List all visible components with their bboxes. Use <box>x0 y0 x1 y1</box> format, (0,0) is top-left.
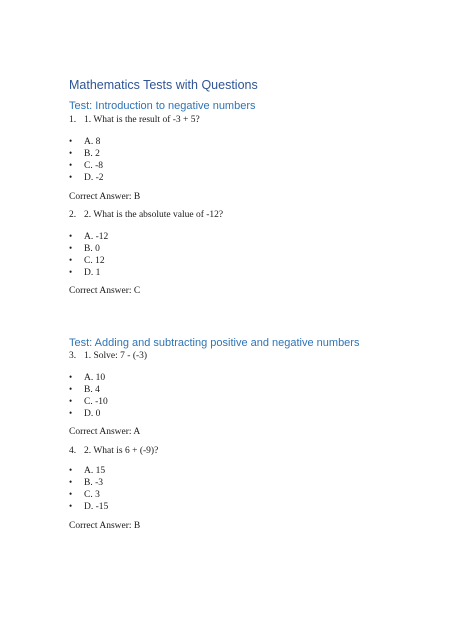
option-a <box>69 465 105 476</box>
correct-answer: Correct Answer: B <box>69 192 141 202</box>
question-text: 2. What is the absolute value of -12? <box>84 210 224 220</box>
option-label: B. 0 <box>84 244 100 254</box>
option-label: A. 10 <box>84 373 106 383</box>
question-number: 3. <box>69 351 77 361</box>
question-4 <box>69 446 158 456</box>
bullet-icon: • <box>69 267 73 277</box>
option-b <box>69 384 100 395</box>
bullet-icon: • <box>69 172 73 182</box>
correct-answer: Correct Answer: B <box>69 521 141 531</box>
option-label: D. 1 <box>84 268 101 278</box>
option-label: B. -3 <box>84 478 103 488</box>
bullet-icon: • <box>69 384 73 394</box>
correct-answer: Correct Answer: A <box>69 427 141 437</box>
question-number: 4. <box>69 446 77 456</box>
option-a <box>69 136 100 147</box>
document-title: Mathematics Tests with Questions <box>69 78 258 92</box>
bullet-icon: • <box>69 501 73 511</box>
question-text: 2. What is 6 + (-9)? <box>84 446 159 456</box>
bullet-icon: • <box>69 489 73 499</box>
option-label: D. -15 <box>84 502 109 512</box>
question-text: 1. Solve: 7 - (-3) <box>84 351 148 361</box>
option-b <box>69 477 103 488</box>
question-text: 1. What is the result of -3 + 5? <box>84 115 200 125</box>
bullet-icon: • <box>69 477 73 487</box>
bullet-icon: • <box>69 408 73 418</box>
option-d <box>69 172 104 183</box>
option-label: C. 12 <box>84 256 105 266</box>
option-label: C. -10 <box>84 397 108 407</box>
bullet-icon: • <box>69 396 73 406</box>
question-number: 2. <box>69 210 77 220</box>
option-label: D. -2 <box>84 173 104 183</box>
option-label: D. 0 <box>84 409 101 419</box>
option-c <box>69 396 108 407</box>
option-label: C. -8 <box>84 161 103 171</box>
option-c <box>69 489 100 500</box>
bullet-icon: • <box>69 255 73 265</box>
question-3 <box>69 351 147 361</box>
bullet-icon: • <box>69 465 73 475</box>
option-label: A. -12 <box>84 232 109 242</box>
test-heading-2: Test: Adding and subtracting positive and negative numbers <box>69 337 360 349</box>
option-d <box>69 408 100 419</box>
correct-answer: Correct Answer: C <box>69 286 141 296</box>
bullet-icon: • <box>69 160 73 170</box>
option-a <box>69 231 108 242</box>
option-c <box>69 160 103 171</box>
option-label: A. 8 <box>84 137 101 147</box>
option-label: C. 3 <box>84 490 100 500</box>
option-b <box>69 148 100 159</box>
bullet-icon: • <box>69 136 73 146</box>
option-d <box>69 267 100 278</box>
option-c <box>69 255 105 266</box>
bullet-icon: • <box>69 148 73 158</box>
bullet-icon: • <box>69 243 73 253</box>
option-label: B. 4 <box>84 385 100 395</box>
question-2 <box>69 210 223 220</box>
option-label: B. 2 <box>84 149 100 159</box>
question-number: 1. <box>69 115 77 125</box>
option-b <box>69 243 100 254</box>
option-label: A. 15 <box>84 466 106 476</box>
bullet-icon: • <box>69 372 73 382</box>
option-d <box>69 501 108 512</box>
bullet-icon: • <box>69 231 73 241</box>
question-1 <box>69 115 200 125</box>
test-heading-1: Test: Introduction to negative numbers <box>69 100 256 112</box>
option-a <box>69 372 105 383</box>
